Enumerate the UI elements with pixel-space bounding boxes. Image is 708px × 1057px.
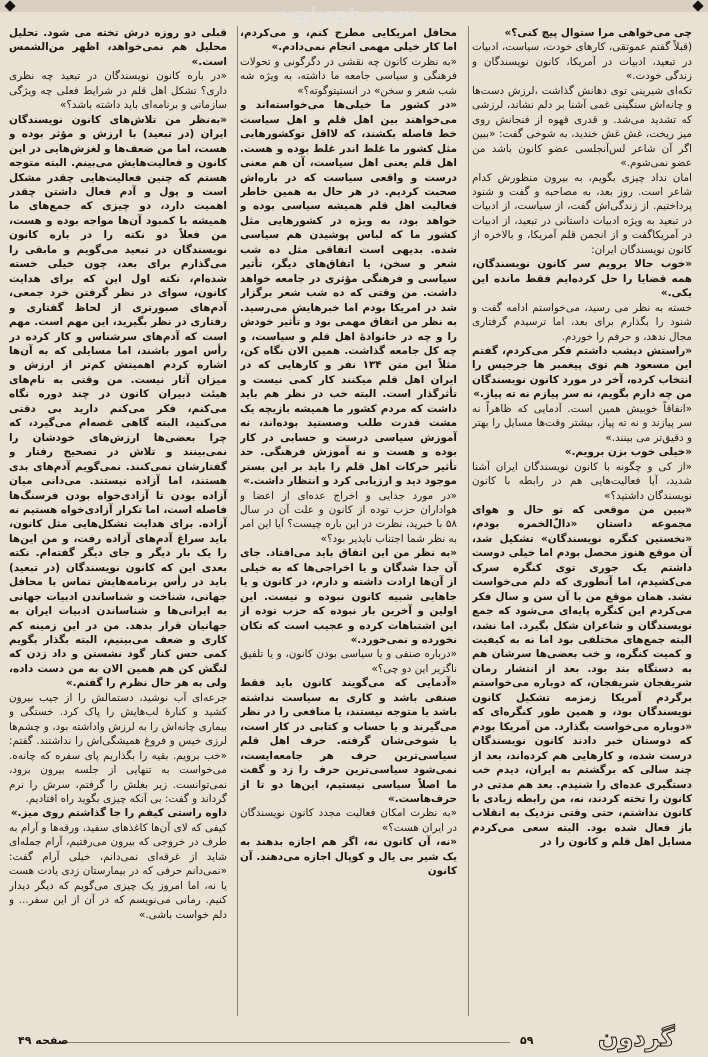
paragraph: چی می‌خواهی مرا ستوال پیچ کنی؟» (504, 27, 692, 39)
paragraph: «انفاقاً خوبیش همین است. آدمایی که ظاهراً نه سر پیازند و نه ته پیاز، بیشتر وقت‌ها مسایل را بهتر و دقیق‌تر می بینند.» (472, 402, 692, 444)
watermark: xalvat.com (279, 4, 421, 29)
footer-rule (60, 1042, 510, 1043)
column-divider-left (237, 26, 238, 1016)
corner-diamond-left (4, 0, 15, 11)
paragraph: «نه، آن کانون نه، اگر هم اجازه بدهند به یک شیر بی یال و کوپال اجازه می‌دهند. آن کانون (240, 836, 457, 878)
paragraph: محافل امریکایی مطرح کنم، و می‌کردم، اما کار خیلی مهمی انجام نمی‌دادم.» (240, 27, 457, 54)
paragraph: «در کشور ما خیلی‌ها می‌خواسته‌اند و می‌خواهند بین اهل قلم و اهل سیاست خط فاصله بکشند، که لااقل توکشورهایی مثل کشور ما غلط اندر غلط بوده و هست. اهل قلم یعنی اهل سیاست، آن هم معنی درست و واقعی سیاست که در باره‌اش صحبت کردیم. در هر حال به همین خاطر فعالیت اهل قلم همیشه سیاسی بوده و خواهد بود، به ویژه در کشورهایی مثل کشور ما که لباس پوشیدن هم سیاسی شده. بدیهی است اتفاقی مثل ده شب شعر و سخن، یا اتفاق‌های دیگر، تأثیر سیاسی و فرهنگی مؤثری در جامعه خواهد داشت. من وقتی که ده شب شعر برگزار شد در امریکا بودم اما خبرهایش می‌رسید. به نظر من اتفاق مهمی بود و تأثیر خودش را و چه در خانوادهٔ اهل قلم و سیاست، و چه کل جامعه گذاشت. همین الان نگاه کن، مثلاً این متن ۱۳۴ نفر و کارهایی که در ایران اهل قلم میکنند کار کمی نیست و تأثرگذار است. البته خب در نظر هم باید داشت که مردم کشور ما همیشه بازیچه یک مشت قدرت طلب وصستید بوده‌اند، نه آموزش سیاسی درست و حسابی در کار بوده و هست و نه آموزش فرهنگی. حد تأثیر حرکات اهل قلم را باید بر این بستر موجود دید و ارزیابی کرد و انتظار داشت.» (240, 99, 457, 488)
paragraph: «در مورد جدایی و اخراج عده‌ای از اعضا و هواداران حزب توده از کانون و علت آن در سال ۵۸ با خبرید، نظرت در این باره چیست؟ آیا این امر به نظر شما اجتناب ناپذیر بود؟» (240, 489, 457, 545)
paragraph: تکه‌ای شیرینی توی دهانش گذاشت ،لرزش دست‌ها و چانه‌اش سنگینی غمی آشنا بر دلم نشاند، لرزشی که تشدید می‌شد. و قدری قهوه از فنجانش روی میز ریخت، غش غش خندید، به شوخی گفت: «ببین اگر آن شاعر لس‌آنجلسی عضو کانون باشد من عضو نمی‌شوم.» (472, 84, 692, 170)
paragraph: جرعه‌ای آب نوشید، دستمالش را از جیب بیرون کشید و کنارهٔ لب‌هایش را پاک کرد. خستگی و بیماری چانه‌اش را به لرزش واداشته بود، و چشم‌ها لرزی خیس و فروغ همیشگی‌اش را نداشتند. گفتم: «خب برویم. بقیه را بگذاریم پای سفره که چانه‌ه. می‌خواست به تنهایی از جلسه بیرون برود، نمی‌توانست. زیر بغلش را گرفتم، سرش را نرم گرداند و گفت: بی آنکه چیزی بگوید راه افتادیم. (9, 691, 227, 806)
paragraph: «در باره کانون نویسندگان در تبعید چه نظری داری؟ تشکل اهل قلم در شرایط فعلی چه ویژگی سازمانی و برنامه‌ای باید داشته باشد؟» (9, 70, 227, 112)
paragraph: قبلی دو روزه درش تخته می شود. تحلیل محلیل هم نمی‌خواهد، اظهر من‌الشمس است.» (9, 27, 227, 68)
corner-diamond-right (692, 0, 703, 11)
paragraph: «درباره صنفی و یا سیاسی بودن کانون، و یا تلفیق ناگزیر این دو چی؟» (240, 648, 457, 675)
paragraph: «از کی و چگونه با کانون نویسندگان ایران آشنا شدید، آیا فعالیت‌هایی هم در رابطه با کانون نویسندگان داشتید؟» (472, 460, 692, 502)
paragraph: «به نظر من این اتفاق باید می‌افتاد. جای آن جدا شدگان و یا اخراجی‌ها که به خیلی از آن‌ها ارادت داشته و دارم، در کانون و یا جاهایی شبیه کانون نبوده و نیست. این اولین و آخرین بار نبوده که حزب توده از این اشتباهات کرده و عجیب است که تکان نخورده و نمی‌خورد.» (240, 547, 457, 647)
paragraph: «ببین من موقعی که تو حال و هوای مجموعه داستان «دالّ‌الخمره بودم، «نخستین کنگره نویسندگان» تشکیل شد، آن موقع هنوز محصل بودم اما خیلی دوست داشتم یک جوری توی کنگره سرک می‌کشیدم، اما آنطوری که دلم می‌خواست نشد. همان موقع من با آن سن و سال فکر می‌کردم این کنگره پایه‌ای می‌شود که جمع نویسندگان و شاعران شکل بگیرد. اما نشد، البته جمع‌های مختلفی بود اما نه به کیفیت و کمیت کنگره، و خب بعضی‌ها سرشان هم به دستگاه بند بود. بعد از انتشار رمان شریفجان شریفجان، که دوباره می‌خواستم برگردم آمریکا زمزمه تشکیل کانون نویسندگان بود، و همین طور کنگره‌ای که «دوباره می‌خواست بگذارد. من آمریکا بودم که دوستان خبر دادند کانون نویسندگان درست شده، و کارهایی هم کرده‌اند، بعد از چند سالی که برگشتم به ایران، دیدم خب دستگیری عده‌ای را شنیدم. بعد هم مدتی در کانون را تخته کردند، نه، من رابطه زیادی با کانون نداشتم، حتی وقتی نزدیک به انقلاب باز فعال شده بود. البته سعی می‌کردم مسایل اهل قلم و کانون را در (472, 503, 692, 849)
column-left (9, 26, 235, 1016)
paragraph: کیفی که لای آن‌ها کاغذهای سفید، ورقه‌ها و آرام به طرف در خروجی که بیرون می‌رفتیم، آرام جمله‌ای شاید از غرقه‌ای نمی‌دانم، خیلی آرام گفت: «نمی‌دانم حرفی که در بیمارستان زدی یادت هست یا نه، اما امروز یک چیزی می‌گویم که دیگر دیدار کنیم. رمانی می‌نویسم که در آن از این سفر... و دلم خواست باشی.» (9, 821, 227, 921)
column-right (472, 26, 700, 1016)
paragraph: «خیلی خوب بزن برویم.» (564, 446, 692, 459)
column-divider-right (468, 26, 469, 1016)
paragraph: داوه راستی کیفم را جا گذاشتم روی میز.» (10, 807, 227, 820)
paragraph: «به نظرت امکان فعالیت مجدد کانون نویسندگان در ایران هست؟» (240, 807, 457, 834)
page-footer (0, 1026, 708, 1057)
page-number-right: ۵۹ (520, 1034, 534, 1047)
paragraph: (قبلاً گفتم عموتقی، کارهای خودت، سیاست، ادبیات در تبعید، ادبیات در آمریکا، کانون نویسندگان و زندگی خودت.» (472, 41, 692, 83)
column-middle (240, 26, 465, 1016)
paragraph: «راستش دیشب داشتم فکر می‌کردم، گفتم این مسعود هم توی پیغمبر ها جرجیس را انتخاب کرده، آخر در مورد کانون نویسندگان من چه دارم بگویم، نه سر پیازم نه ته پیاز.» (472, 344, 692, 401)
paragraph: «آدمایی که می‌گویند کانون باید فقط صنفی باشد و کاری به سیاست نداشته باشد یا متوجه نیستند، یا منافعی را در نظر می‌گیرند و یا حساب و کتابی در کار است، یا شوخی‌شان گرفته. حرف اهل قلم سیاسی‌ترین حرف هر جامعه‌ایست، نمی‌شود سیاسی‌ترین حرف را زد و گفت ما اصلاً سیاسی نیستیم، این‌ها دو تا از حرف‌هاست.» (240, 677, 457, 806)
magazine-logo: گردون (598, 1024, 675, 1052)
page-number-left: صفحه ۴۹ (18, 1034, 69, 1047)
paragraph: «به‌نظر من تلاش‌های کانون نویسندگان ایران (در تبعید) با ارزش و مؤثر بوده و هست، اما من ضعف‌ها و لغزش‌هایی در این کانون و فعالیت‌هایش می‌بینم. البته متوجه هستم که چنین فعالیت‌هایی چقدر مشکل است و پول و آدم فعال داشتن چقدر اهمیت دارد، دو چیزی که جمع‌های ما همیشه با کمبود آن‌ها مواجه بوده و هست، من فعلاً دو نکته را در باره کانون نویسندگان در تبعید می‌گویم و مابقی را می‌گذارم برای بعد، چون خیلی خسته شده‌ام، نکته اول این که برای هدایت کانون، سوای در نظر گرفتن خرد جمعی، آدم‌های صبورتری از لحاظ گفتاری و رفتاری در نظر بگیرید، این مهم است. مهم است که آدم‌های سرشناس و کار کرده در رأس امور باشند، اما مسایلی که به آن‌ها اشاره کردم اهمیتش کم‌تر از ارزش و میزان آثار نیست. من وقتی به نام‌های هیئت دبیران کانون در چند دوره نگاه می‌کنم، فکر می‌کنم دارید بی دقتی می‌کنید، البته گاهی غصه‌ام می‌گیرد، که چرا بعضی‌ها ارزش‌های خودشان را نمی‌بینند و تلاش در تصحیح رفتار و گفتارشان نمی‌کنند. نمی‌گویم آدم‌های بدی هستند، اما آزاده نیستند. می‌دانی میان آزاده بودن تا آزادی‌خواه بودن فرسنگ‌ها فاصله است، اما تکرار آزادی‌خواه هستیم نه آزاده. برای هدایت تشکل‌هایی مثل کانون، باید سراغ آدم‌های آزاده رفت، و من این‌ها را یک بار دیگر و جای دیگر گفته‌ام. نکته بعدی این که کانون نویسندگان (در تبعید) باید در رأس برنامه‌هایش تماس با محافل جهانی، شناخت و شناساندن ادبیات جهانی به ایرانی‌ها و شناساندن ادبیات ایران به جهانیان قرار بدهد. من در این زمینه کم کاری و ضعف می‌بینیم، البته بگذار بگویم کمی حس کنار گود نشستن و داد زدن که لنگش کن هم همین الان به من دست داده، ولی به هر حال نظرم را گفتم.» (9, 113, 227, 690)
paragraph: «به نظرت کانون چه نقشی در دگرگونی و تحولات فرهنگی و سیاسی جامعه ما داشته، به ویژه شه شب شعر و سخن» در انستیتوگوته؟» (240, 55, 457, 97)
paragraph: امان نداد چیزی بگویم، به بیرون منظورش کدام شاعر است. روز بعد، به مصاحبه و گفت و شنود پرداختیم. از زندگی‌اش گفت، از سیاست، از ادبیات در تبعید به ویژه ادبیات داستانی در تبعید، از ادبیات در آمریکاگفت و از انجمن قلم آمریکا، و بالاخره از کانون نویسندگان ایران: (472, 171, 692, 256)
paragraph: خسته به نظر می رسید، می‌خواستم ادامه گفت و شنود را بگذارم برای بعد، اما ترسیدم گرفتاری مجال ندهد، و حرفم را خوردم. (472, 301, 692, 343)
paragraph: «خوب حالا برویم سر کانون نویسندگان، همه قضایا را حل کرده‌ایم فقط مانده این یکی.» (472, 258, 692, 300)
